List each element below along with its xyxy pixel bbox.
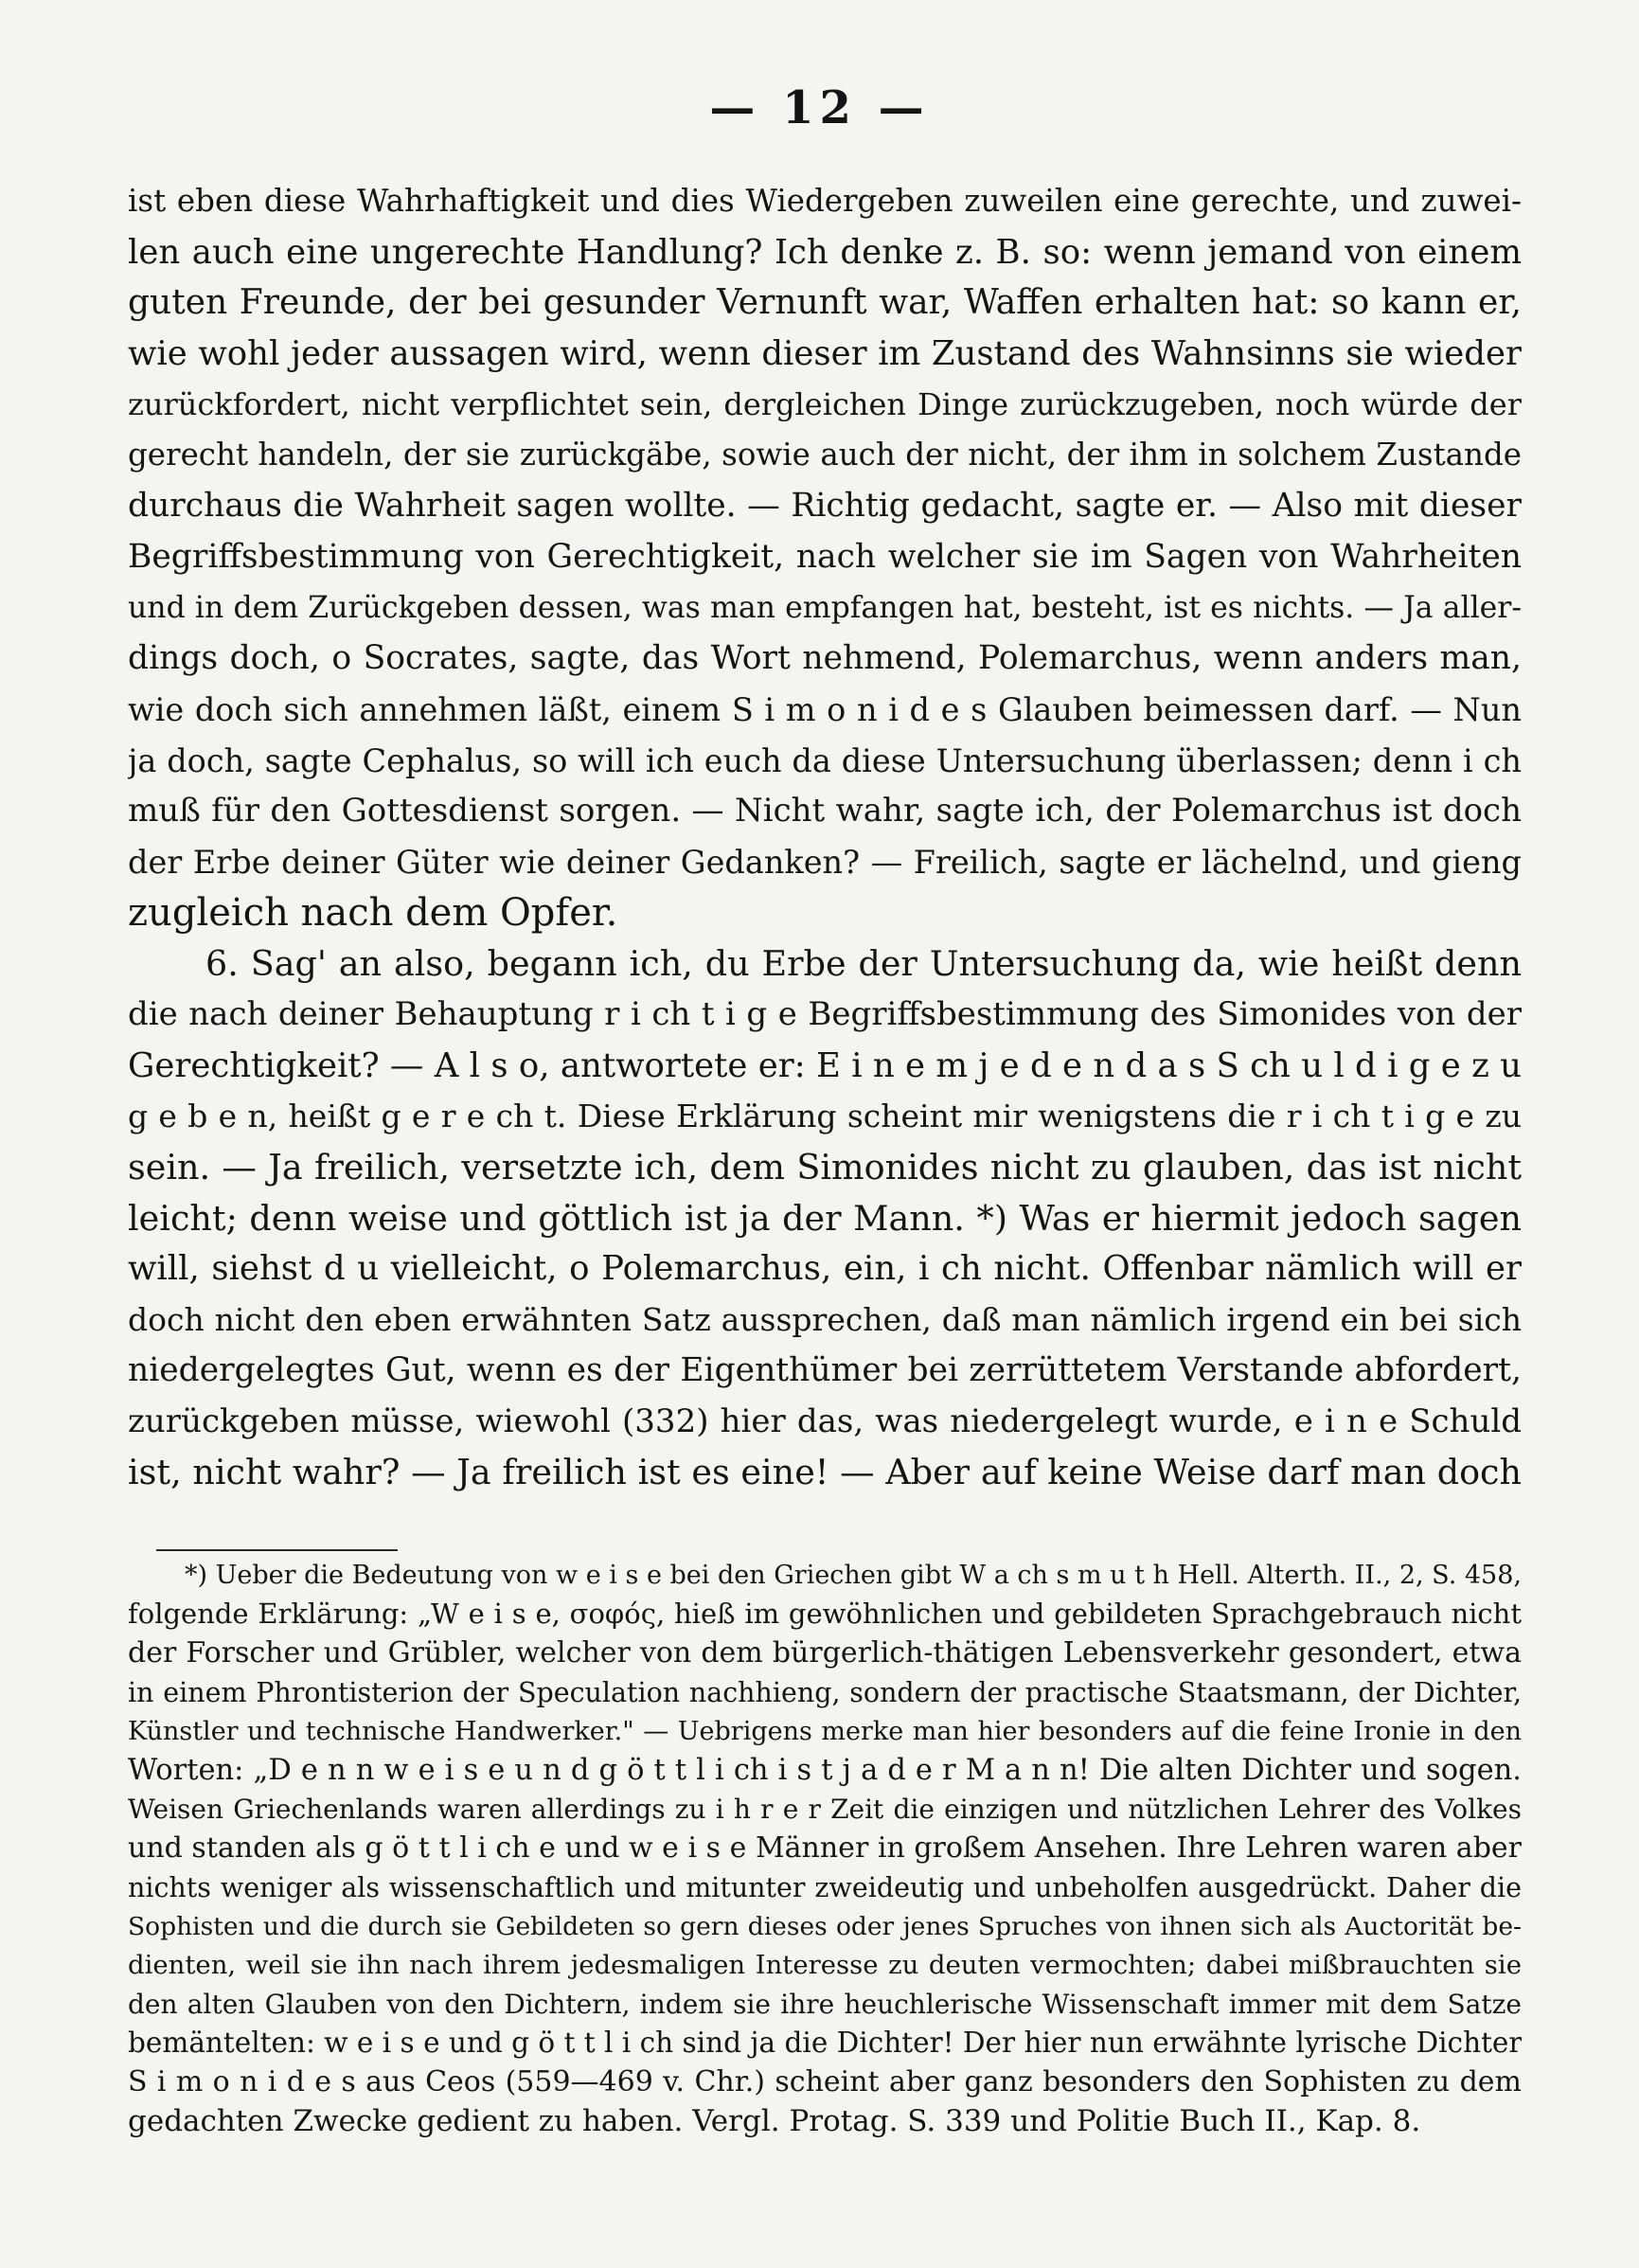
text-line: Gerechtigkeit? — A l s o, antwortete er: E i n e m j e d e n d a s S ch u l d i g e z u: [128, 1045, 1522, 1085]
text-line: dings doch, o Socrates, sagte, das Wort nehmend, Polemarchus, wenn anders man,: [128, 639, 1522, 678]
footnote-divider: [156, 1549, 398, 1551]
footnote-line: Worten: „D e n n w e i s e u n d g ö t t l i ch i s t j a d e r M a n n! Die alten Dichter und sogen.: [128, 1753, 1522, 1787]
footnote-line: bemäntelten: w e i s e und g ö t t l i ch sind ja die Dichter! Der hier nun erwähnte lyrische Dichter: [128, 2027, 1522, 2060]
text-line: guten Freunde, der bei gesunder Vernunft war, Waffen erhalten hat: so kann er,: [128, 283, 1522, 323]
paragraph-start-line: 6. Sag' an also, begann ich, du Erbe der Untersuchung da, wie heißt denn: [205, 943, 1522, 985]
footnote: [128, 1556, 1522, 2141]
text-line: muß für den Gottesdienst sorgen. — Nicht wahr, sagte ich, der Polemarchus ist doch: [128, 792, 1522, 830]
text-line: gerecht handeln, der sie zurückgäbe, sowie auch der nicht, der ihm in solchem Zustande: [128, 437, 1522, 473]
footnote-line: der Forscher und Grübler, welcher von dem bürgerlich-thätigen Lebensverkehr gesondert, etwa: [128, 1636, 1522, 1670]
text-line: die nach deiner Behauptung r i ch t i g e Begriffsbestimmung des Simonides von der: [128, 995, 1522, 1033]
text-line: wie doch sich annehmen läßt, einem S i m o n i d e s Glauben beimessen darf. — Nun: [128, 690, 1522, 728]
footnote-line: S i m o n i d e s aus Ceos (559—469 v. Chr.) scheint aber ganz besonders den Sophisten zu dem: [128, 2065, 1522, 2099]
footnote-line: *) Ueber die Bedeutung von w e i s e bei den Griechen gibt W a ch s m u t h Hell. Alterth. II., 2, S. 458,: [185, 1561, 1522, 1590]
text-line: Begriffsbestimmung von Gerechtigkeit, nach welcher sie im Sagen von Wahrheiten: [128, 537, 1522, 576]
text-line: g e b e n, heißt g e r e ch t. Diese Erklärung scheint mir wenigstens die r i ch t i g e zu: [128, 1098, 1522, 1135]
text-line: doch nicht den eben erwähnten Satz aussprechen, daß man nämlich irgend ein bei sich: [128, 1301, 1522, 1339]
text-line: ist eben diese Wahrhaftigkeit und dies Wiedergeben zuweilen eine gerechte, und zuwei-: [128, 183, 1522, 219]
footnote-line: Künstler und technische Handwerker." — Uebrigens merke man hier besonders auf die feine Ironie in den: [128, 1716, 1522, 1746]
footnote-line: und standen als g ö t t l i ch e und w e i s e Männer in großem Ansehen. Ihre Lehren waren aber: [128, 1831, 1522, 1866]
text-line: zurückfordert, nicht verpflichtet sein, dergleichen Dinge zurückzugeben, noch würde der: [128, 385, 1522, 422]
text-line: durchaus die Wahrheit sagen wollte. — Richtig gedacht, sagte er. — Also mit dieser: [128, 487, 1522, 526]
text-line: wie wohl jeder aussagen wird, wenn dieser im Zustand des Wahnsinns sie wieder: [128, 334, 1522, 374]
main-text: [128, 176, 1522, 1498]
text-line: zugleich nach dem Opfer.: [128, 890, 618, 935]
footnote-line: den alten Glauben von den Dichtern, indem sie ihre heuchlerische Wissenschaft immer mit dem Satze: [128, 1989, 1522, 2021]
text-line: ist, nicht wahr? — Ja freilich ist es eine! — Aber auf keine Weise darf man doch: [128, 1452, 1522, 1493]
text-line: der Erbe deiner Güter wie deiner Gedanken? — Freilich, sagte er lächelnd, und gieng: [128, 843, 1522, 881]
text-line: niedergelegtes Gut, wenn es der Eigenthümer bei zerrüttetem Verstande abfordert,: [128, 1350, 1522, 1389]
footnote-line: gedachten Zwecke gedient zu haben. Vergl. Protag. S. 339 und Politie Buch II., Kap. 8.: [128, 2103, 1421, 2138]
text-line: leicht; denn weise und göttlich ist ja der Mann. *) Was er hiermit jedoch sagen: [128, 1197, 1522, 1239]
text-line: will, siehst d u vielleicht, o Polemarchus, ein, i ch nicht. Offenbar nämlich will er: [128, 1249, 1522, 1289]
footnote-line: nichts weniger als wissenschaftlich und mitunter zweideutig und unbeholfen ausgedrückt. Daher die: [128, 1871, 1522, 1903]
text-line: sein. — Ja freilich, versetzte ich, dem Simonides nicht zu glauben, das ist nicht: [128, 1147, 1522, 1188]
footnote-line: in einem Phrontisterion der Speculation nachhieng, sondern der practische Staatsmann, der Dichter,: [128, 1676, 1522, 1708]
text-line: zurückgeben müsse, wiewohl (332) hier das, was niedergelegt wurde, e i n e Schuld: [128, 1402, 1522, 1440]
text-line: len auch eine ungerechte Handlung? Ich denke z. B. so: wenn jemand von einem: [128, 232, 1522, 272]
footnote-line: dienten, weil sie ihn nach ihrem jedesmaligen Interesse zu deuten vermochten; dabei mißbrauchten sie: [128, 1949, 1522, 1980]
text-line: ja doch, sagte Cephalus, so will ich euch da diese Untersuchung überlassen; denn i ch: [128, 741, 1522, 779]
page-number: — 12 —: [709, 81, 930, 134]
footnote-line: Weisen Griechenlands waren allerdings zu i h r e r Zeit die einzigen und nützlichen Lehrer des Volkes: [128, 1794, 1522, 1826]
text-line: und in dem Zurückgeben dessen, was man empfangen hat, besteht, ist es nichts. — Ja aller-: [128, 590, 1522, 625]
footnote-line: Sophisten und die durch sie Gebildeten so gern dieses oder jenes Spruches von ihnen sich als Auctorität be-: [128, 1911, 1522, 1941]
footnote-line: folgende Erklärung: „W e i s e, σοφός, hieß im gewöhnlichen und gebildeten Sprachgebrauch nicht: [128, 1598, 1522, 1631]
